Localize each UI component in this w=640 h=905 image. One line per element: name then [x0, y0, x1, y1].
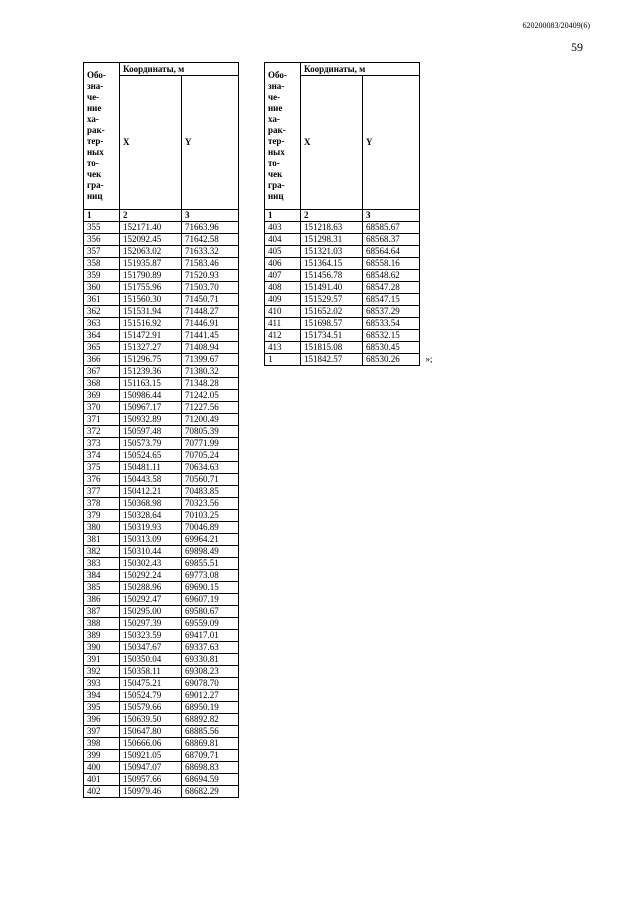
table-cell: 372 — [84, 426, 120, 438]
table-row — [84, 774, 239, 786]
table-cell: 371 — [84, 414, 120, 426]
table-cell: 151516.92 — [120, 318, 182, 330]
table-row — [84, 738, 239, 750]
table-row — [84, 354, 239, 366]
column-number: 1 — [265, 210, 301, 222]
table-cell: 150323.59 — [120, 630, 182, 642]
header-y: Y — [182, 76, 239, 210]
table-cell: 409 — [265, 294, 301, 306]
table-cell: 71408.94 — [182, 342, 239, 354]
table-cell: 367 — [84, 366, 120, 378]
table-cell: 150358.11 — [120, 666, 182, 678]
column-number: 3 — [363, 210, 420, 222]
table-row — [84, 318, 239, 330]
table-cell: 393 — [84, 678, 120, 690]
table-cell: 150524.79 — [120, 690, 182, 702]
table-cell: 401 — [84, 774, 120, 786]
table-cell: 71380.32 — [182, 366, 239, 378]
table-row — [265, 222, 420, 234]
table-cell: 360 — [84, 282, 120, 294]
table-cell: 69012.27 — [182, 690, 239, 702]
table-row — [84, 690, 239, 702]
table-cell: 71227.56 — [182, 402, 239, 414]
column-number-row — [265, 210, 420, 222]
table-cell: 71642.58 — [182, 234, 239, 246]
table-cell: 151321.03 — [301, 246, 363, 258]
table-cell: 151491.40 — [301, 282, 363, 294]
table-row — [265, 258, 420, 270]
table-cell: 359 — [84, 270, 120, 282]
table-cell: 379 — [84, 510, 120, 522]
table-cell: 394 — [84, 690, 120, 702]
table-cell: 150481.11 — [120, 462, 182, 474]
table-row — [84, 450, 239, 462]
table-cell: 368 — [84, 378, 120, 390]
table-row — [84, 438, 239, 450]
table-cell: 355 — [84, 222, 120, 234]
table-cell: 71663.96 — [182, 222, 239, 234]
table-cell: 150319.93 — [120, 522, 182, 534]
document-code: 620200083/20409(6) — [522, 21, 590, 30]
table-cell: 151815.08 — [301, 342, 363, 354]
table-cell: 71583.46 — [182, 258, 239, 270]
table-cell: 406 — [265, 258, 301, 270]
table-cell: 150347.67 — [120, 642, 182, 654]
table-cell: 150524.65 — [120, 450, 182, 462]
table-row — [84, 258, 239, 270]
table-row — [84, 702, 239, 714]
table-cell: 69308.23 — [182, 666, 239, 678]
table-row — [265, 306, 420, 318]
table-cell: 364 — [84, 330, 120, 342]
page-number: 59 — [571, 40, 583, 54]
table-cell: 357 — [84, 246, 120, 258]
table-cell: 68892.82 — [182, 714, 239, 726]
table-row — [84, 726, 239, 738]
table-cell: 68537.29 — [363, 306, 420, 318]
table-cell: 152171.40 — [120, 222, 182, 234]
table-row — [265, 246, 420, 258]
table-row — [84, 714, 239, 726]
header-x: X — [120, 76, 182, 210]
coordinates-table-left — [83, 62, 239, 798]
table-row — [265, 270, 420, 282]
table-cell: 70771.99 — [182, 438, 239, 450]
table-cell: 390 — [84, 642, 120, 654]
table-cell: 152063.02 — [120, 246, 182, 258]
header-x: X — [301, 76, 363, 210]
table-row — [84, 462, 239, 474]
table-cell: 395 — [84, 702, 120, 714]
header-designation: Обо- зна- че- ние ха- рак- тер- ных то- чек гра- ниц — [84, 63, 120, 210]
table-row — [84, 234, 239, 246]
header-designation: Обо- зна- че- ние ха- рак- тер- ных то- чек гра- ниц — [265, 63, 301, 210]
column-number: 3 — [182, 210, 239, 222]
table-cell: 151652.02 — [301, 306, 363, 318]
table-cell: 69690.15 — [182, 582, 239, 594]
table-cell: 412 — [265, 330, 301, 342]
table-cell: 150288.96 — [120, 582, 182, 594]
table-cell: 151698.57 — [301, 318, 363, 330]
header-coordinates: Координаты, м — [120, 63, 239, 76]
table-cell: 69559.09 — [182, 618, 239, 630]
table-cell: 68547.15 — [363, 294, 420, 306]
header-row — [265, 63, 420, 76]
table-cell: 378 — [84, 498, 120, 510]
table-cell: 363 — [84, 318, 120, 330]
table-cell: 71633.32 — [182, 246, 239, 258]
table-cell: 382 — [84, 546, 120, 558]
table-row — [84, 654, 239, 666]
table-cell: 404 — [265, 234, 301, 246]
table-cell: 68548.62 — [363, 270, 420, 282]
table-cell: 68869.81 — [182, 738, 239, 750]
table-cell: 361 — [84, 294, 120, 306]
table-cell: 408 — [265, 282, 301, 294]
table-cell: 68698.83 — [182, 762, 239, 774]
table-cell: 151239.36 — [120, 366, 182, 378]
table-cell: 151842.57 — [301, 354, 363, 366]
table-cell: 68682.29 — [182, 786, 239, 798]
table-cell: 69417.01 — [182, 630, 239, 642]
table-cell: 1 — [265, 354, 301, 366]
table-cell: 71503.70 — [182, 282, 239, 294]
table-cell: 151529.57 — [301, 294, 363, 306]
table-cell: 68533.54 — [363, 318, 420, 330]
table-row — [84, 678, 239, 690]
table-row — [84, 246, 239, 258]
column-number: 2 — [120, 210, 182, 222]
table-cell: 68547.28 — [363, 282, 420, 294]
table-cell: 68530.45 — [363, 342, 420, 354]
table-row — [265, 294, 420, 306]
table-cell: 68950.19 — [182, 702, 239, 714]
table-row — [265, 354, 420, 366]
table-row — [84, 342, 239, 354]
table-cell: 377 — [84, 486, 120, 498]
table-row — [84, 606, 239, 618]
table-row — [84, 510, 239, 522]
table-cell: 373 — [84, 438, 120, 450]
table-cell: 383 — [84, 558, 120, 570]
table-cell: 150932.89 — [120, 414, 182, 426]
table-cell: 70046.89 — [182, 522, 239, 534]
table-cell: 150412.21 — [120, 486, 182, 498]
table-row — [84, 630, 239, 642]
table-cell: 151790.89 — [120, 270, 182, 282]
table-cell: 150443.58 — [120, 474, 182, 486]
table-row — [84, 486, 239, 498]
table-cell: 151327.27 — [120, 342, 182, 354]
table-cell: 70705.24 — [182, 450, 239, 462]
table-cell: 397 — [84, 726, 120, 738]
table-cell: 69964.21 — [182, 534, 239, 546]
table-row — [84, 390, 239, 402]
table-row — [84, 294, 239, 306]
table-row — [84, 402, 239, 414]
table-cell: 413 — [265, 342, 301, 354]
table-cell: 407 — [265, 270, 301, 282]
table-cell: 152092.45 — [120, 234, 182, 246]
table-cell: 396 — [84, 714, 120, 726]
table-cell: 358 — [84, 258, 120, 270]
table-cell: 151531.94 — [120, 306, 182, 318]
table-cell: 375 — [84, 462, 120, 474]
table-row — [84, 786, 239, 798]
table-cell: 399 — [84, 750, 120, 762]
table-cell: 150368.98 — [120, 498, 182, 510]
table-cell: 71200.49 — [182, 414, 239, 426]
table-cell: 68532.15 — [363, 330, 420, 342]
header-y: Y — [363, 76, 420, 210]
table-cell: 69337.63 — [182, 642, 239, 654]
table-cell: 385 — [84, 582, 120, 594]
table-cell: 150302.43 — [120, 558, 182, 570]
table-row — [84, 534, 239, 546]
table-cell: 151296.75 — [120, 354, 182, 366]
table-cell: 68530.26 — [363, 354, 420, 366]
table-cell: 381 — [84, 534, 120, 546]
table-cell: 398 — [84, 738, 120, 750]
table-cell: 150947.07 — [120, 762, 182, 774]
trailing-text: »; — [425, 353, 433, 364]
table-cell: 69773.08 — [182, 570, 239, 582]
table-cell: 69607.19 — [182, 594, 239, 606]
table-cell: 392 — [84, 666, 120, 678]
table-row — [84, 642, 239, 654]
table-cell: 150647.80 — [120, 726, 182, 738]
header-coordinates: Координаты, м — [301, 63, 420, 76]
table-row — [265, 318, 420, 330]
header-row — [84, 63, 239, 76]
table-cell: 68694.59 — [182, 774, 239, 786]
table-cell: 388 — [84, 618, 120, 630]
table-row — [265, 282, 420, 294]
table-cell: 151472.91 — [120, 330, 182, 342]
table-cell: 369 — [84, 390, 120, 402]
column-number-row — [84, 210, 239, 222]
table-cell: 150475.21 — [120, 678, 182, 690]
table-cell: 71520.93 — [182, 270, 239, 282]
table-row — [265, 234, 420, 246]
table-cell: 151298.31 — [301, 234, 363, 246]
table-cell: 411 — [265, 318, 301, 330]
table-cell: 70103.25 — [182, 510, 239, 522]
table-cell: 71441.45 — [182, 330, 239, 342]
table-row — [84, 618, 239, 630]
table-cell: 362 — [84, 306, 120, 318]
table-cell: 151456.78 — [301, 270, 363, 282]
table-cell: 151364.15 — [301, 258, 363, 270]
table-row — [84, 282, 239, 294]
table-row — [84, 378, 239, 390]
table-cell: 70483.85 — [182, 486, 239, 498]
table-cell: 68558.16 — [363, 258, 420, 270]
table-cell: 71450.71 — [182, 294, 239, 306]
table-cell: 68568.37 — [363, 234, 420, 246]
table-cell: 400 — [84, 762, 120, 774]
table-row — [84, 270, 239, 282]
table-cell: 68564.64 — [363, 246, 420, 258]
table-cell: 71399.67 — [182, 354, 239, 366]
table-row — [84, 222, 239, 234]
table-cell: 71446.91 — [182, 318, 239, 330]
table-cell: 69330.81 — [182, 654, 239, 666]
table-cell: 69078.70 — [182, 678, 239, 690]
table-cell: 150979.46 — [120, 786, 182, 798]
table-cell: 386 — [84, 594, 120, 606]
table-cell: 356 — [84, 234, 120, 246]
table-cell: 150666.06 — [120, 738, 182, 750]
table-row — [265, 342, 420, 354]
table-cell: 374 — [84, 450, 120, 462]
table-cell: 366 — [84, 354, 120, 366]
table-cell: 71242.05 — [182, 390, 239, 402]
table-row — [84, 666, 239, 678]
table-cell: 387 — [84, 606, 120, 618]
table-row — [84, 522, 239, 534]
table-cell: 150986.44 — [120, 390, 182, 402]
table-cell: 151755.96 — [120, 282, 182, 294]
column-number: 1 — [84, 210, 120, 222]
table-row — [84, 498, 239, 510]
table-cell: 150967.17 — [120, 402, 182, 414]
table-row — [84, 558, 239, 570]
table-cell: 70323.56 — [182, 498, 239, 510]
table-cell: 150292.24 — [120, 570, 182, 582]
table-row — [84, 330, 239, 342]
table-cell: 150310.44 — [120, 546, 182, 558]
table-cell: 70560.71 — [182, 474, 239, 486]
table-row — [84, 414, 239, 426]
table-cell: 150573.79 — [120, 438, 182, 450]
table-cell: 151734.51 — [301, 330, 363, 342]
table-cell: 384 — [84, 570, 120, 582]
table-cell: 71448.27 — [182, 306, 239, 318]
table-row — [84, 570, 239, 582]
column-number: 2 — [301, 210, 363, 222]
table-cell: 150579.66 — [120, 702, 182, 714]
table-cell: 150313.09 — [120, 534, 182, 546]
table-cell: 391 — [84, 654, 120, 666]
table-cell: 380 — [84, 522, 120, 534]
table-cell: 150292.47 — [120, 594, 182, 606]
table-cell: 405 — [265, 246, 301, 258]
table-cell: 68585.67 — [363, 222, 420, 234]
table-row — [84, 762, 239, 774]
table-cell: 150328.64 — [120, 510, 182, 522]
table-cell: 151218.63 — [301, 222, 363, 234]
table-row — [84, 366, 239, 378]
table-cell: 365 — [84, 342, 120, 354]
table-cell: 69898.49 — [182, 546, 239, 558]
table-cell: 150921.05 — [120, 750, 182, 762]
table-cell: 151163.15 — [120, 378, 182, 390]
coordinates-table-right — [264, 62, 420, 366]
table-row — [84, 546, 239, 558]
table-cell: 150350.04 — [120, 654, 182, 666]
table-cell: 151935.87 — [120, 258, 182, 270]
table-cell: 150957.66 — [120, 774, 182, 786]
table-cell: 68709.71 — [182, 750, 239, 762]
table-cell: 402 — [84, 786, 120, 798]
table-cell: 69855.51 — [182, 558, 239, 570]
table-cell: 370 — [84, 402, 120, 414]
table-cell: 151560.30 — [120, 294, 182, 306]
table-row — [265, 330, 420, 342]
table-cell: 150297.39 — [120, 618, 182, 630]
table-row — [84, 582, 239, 594]
table-cell: 410 — [265, 306, 301, 318]
table-cell: 389 — [84, 630, 120, 642]
table-row — [84, 474, 239, 486]
table-cell: 150597.48 — [120, 426, 182, 438]
table-cell: 68885.56 — [182, 726, 239, 738]
table-row — [84, 426, 239, 438]
table-cell: 150295.00 — [120, 606, 182, 618]
table-cell: 71348.28 — [182, 378, 239, 390]
table-cell: 69580.67 — [182, 606, 239, 618]
table-row — [84, 594, 239, 606]
table-row — [84, 306, 239, 318]
table-cell: 70805.39 — [182, 426, 239, 438]
table-cell: 70634.63 — [182, 462, 239, 474]
table-cell: 150639.50 — [120, 714, 182, 726]
table-cell: 376 — [84, 474, 120, 486]
table-cell: 403 — [265, 222, 301, 234]
table-row — [84, 750, 239, 762]
